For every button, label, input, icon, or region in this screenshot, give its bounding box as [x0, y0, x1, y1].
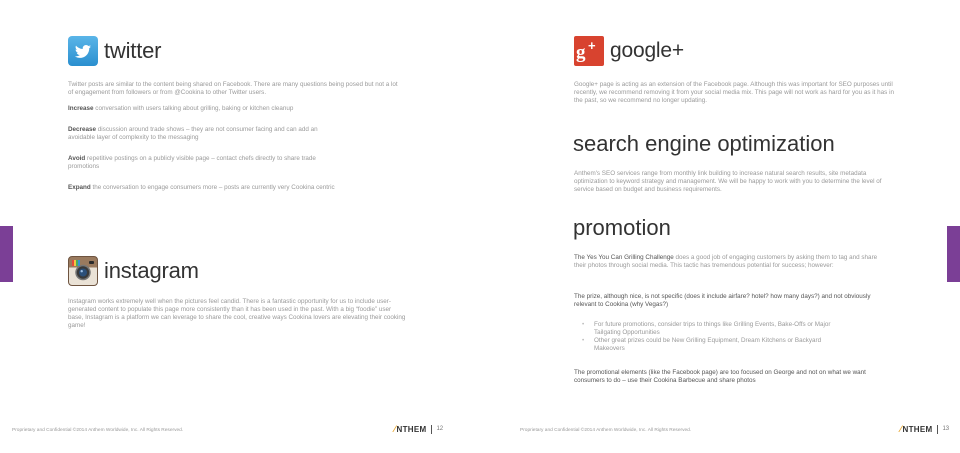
gplus-title: google+ — [610, 39, 684, 62]
footer-copyright: Proprietary and Confidential ©2014 Anthem Worldwide, Inc. All Rights Reserved. — [12, 428, 184, 433]
instagram-title: instagram — [104, 258, 199, 283]
anthem-logo — [900, 424, 949, 434]
logo-divider — [937, 425, 938, 434]
logo-wordmark: NTHEM — [396, 424, 427, 434]
twitter-icon — [68, 36, 98, 66]
instagram-heading — [68, 256, 199, 286]
instagram-body: Instagram works extremely well when the pictures feel candid. There is a fantastic opportunity for us to include user-generated content to populate this page more consistently than it has been used in the past. With a big “foodie” user base, Instagram is a platform we can leverage to share the cool, creative ways Cookina lovers are elevating their cooking game! — [68, 298, 406, 329]
twitter-heading — [68, 36, 161, 66]
twitter-item-lead: Avoid — [68, 155, 86, 162]
svg-text:+: + — [588, 38, 596, 53]
twitter-item-text: discussion around trade shows – they are not consumer facing and can add an avoidable layer of complexity to the messaging — [68, 126, 318, 141]
list-item: • Other great prizes could be New Grilling Equipment, Dream Kitchens or Backyard Makeovers — [574, 337, 834, 353]
logo-divider — [431, 425, 432, 434]
svg-text:g: g — [576, 42, 586, 63]
logo-a-mark: ⁄ — [394, 424, 396, 434]
gplus-body: Google+ page is acting as an extension of the Facebook page. Although this was important for SEO purposes until recently, we recommend removing it from your social media mix. This page will not work as hard for you as it has in the past, so we recommend no longer updating. — [574, 81, 894, 104]
twitter-item-text: conversation with users talking about grilling, baking or kitchen cleanup — [93, 105, 294, 112]
section-tab-right — [947, 226, 960, 282]
page-number: 12 — [436, 426, 444, 432]
twitter-item-expand — [68, 184, 343, 192]
seo-title: search engine optimization — [573, 131, 835, 156]
twitter-item-text: the conversation to engage consumers more – posts are currently very Cookina centric — [90, 184, 335, 191]
twitter-item-text: repetitive postings on a publicly visible page – contact chefs directly to share trade promotions — [68, 155, 316, 170]
footer-copyright: Proprietary and Confidential ©2014 Anthem Worldwide, Inc. All Rights Reserved. — [520, 428, 692, 433]
twitter-title: twitter — [104, 38, 162, 63]
right-page — [480, 0, 960, 453]
twitter-item-decrease — [68, 126, 338, 142]
anthem-logo — [394, 424, 443, 434]
twitter-item-avoid — [68, 155, 338, 171]
promotion-intro-text: does a good job of engaging customers by asking them to tag and share their photos through social media. This tactic has tremendous potential for success; however: — [574, 254, 878, 269]
instagram-icon — [68, 256, 98, 286]
promotion-bullets — [574, 321, 834, 353]
logo-a-mark: ⁄ — [900, 424, 902, 434]
list-item: • For future promotions, consider trips to things like Grilling Events, Bake-Offs or Major Tailgating Opportunities — [574, 321, 834, 337]
promotion-title: promotion — [573, 215, 671, 240]
promotion-prize: The prize, although nice, is not specific (does it include airfare? hotel? how many days?) and not obviously relevant to Cookina (why Vegas?) — [574, 293, 871, 308]
section-tab-left — [0, 226, 13, 282]
twitter-item-lead: Decrease — [68, 126, 97, 133]
seo-body: Anthem's SEO services range from monthly link building to increase natural search results, site metadata optimization to keyword strategy and management. We will be happy to work with you to determine the level of service based on budget and business requirements. — [574, 170, 882, 193]
google-plus-icon — [574, 36, 604, 66]
promotion-intro — [574, 254, 889, 270]
twitter-item-lead: Expand — [68, 184, 91, 191]
logo-wordmark: NTHEM — [902, 424, 933, 434]
promotion-closing: The promotional elements (like the Facebook page) are too focused on George and not on what we want consumers to do – use their Cookina Barbecue and share photos — [574, 369, 866, 384]
promotion-lead: The Yes You Can Grilling Challenge — [574, 254, 674, 261]
twitter-item-increase — [68, 105, 388, 113]
twitter-intro: Twitter posts are similar to the content being shared on Facebook. There are many questions being posed but not a lot of engagement from followers or from @Cookina to other Twitter users. — [68, 81, 398, 96]
twitter-item-lead: Increase — [68, 105, 94, 112]
page-number: 13 — [942, 426, 950, 432]
gplus-heading — [574, 36, 684, 66]
